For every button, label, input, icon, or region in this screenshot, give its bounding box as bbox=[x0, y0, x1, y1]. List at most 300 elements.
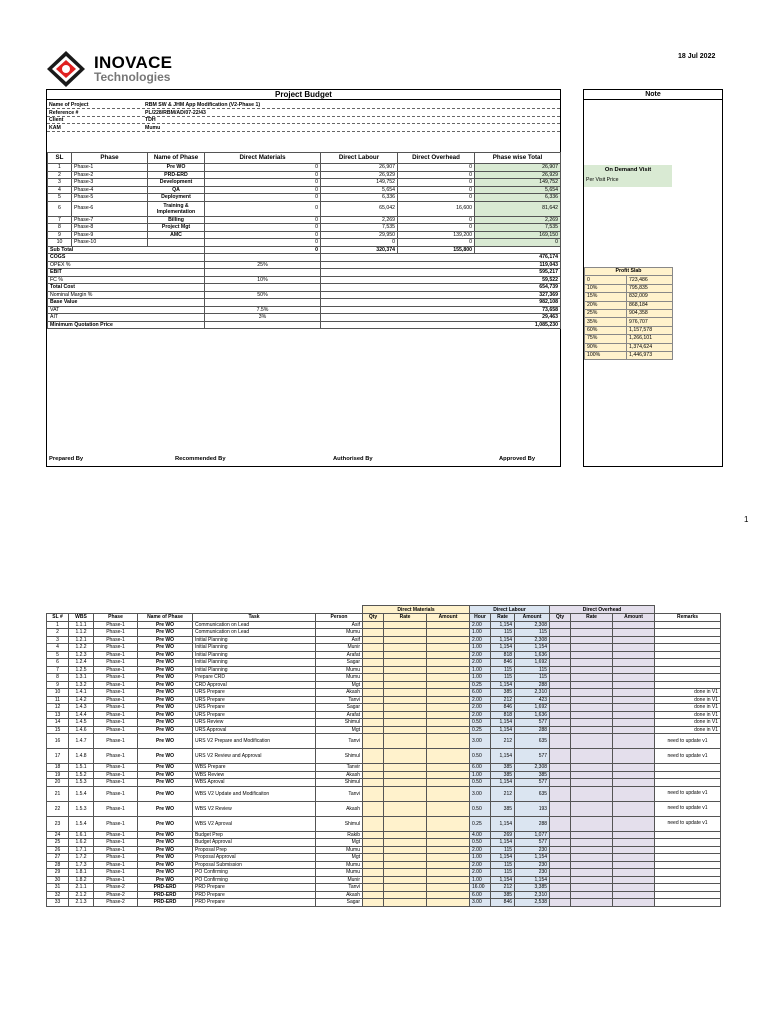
overhead-rate bbox=[571, 869, 613, 877]
materials-qty bbox=[363, 779, 384, 787]
phase-label: Phase-10 bbox=[72, 239, 148, 247]
materials-rate bbox=[384, 786, 427, 801]
overhead-rate bbox=[571, 719, 613, 727]
materials-qty bbox=[363, 659, 384, 667]
overhead-rate bbox=[571, 891, 613, 899]
overhead-rate bbox=[571, 704, 613, 712]
materials-rate bbox=[384, 801, 427, 816]
wbs-header-cell: Rate bbox=[384, 614, 427, 622]
direct-overhead-value: 0 bbox=[398, 216, 475, 224]
wbs-person: Mumu bbox=[316, 861, 363, 869]
wbs-person: Rakib bbox=[316, 831, 363, 839]
wbs-person: Asif bbox=[316, 621, 363, 629]
labour-hour: 2.00 bbox=[470, 651, 491, 659]
wbs-phase-name: Pre WO bbox=[138, 839, 193, 847]
wbs-task: PRD Prepare bbox=[193, 899, 316, 907]
page-number: 1 bbox=[744, 515, 749, 524]
labour-amount: 423 bbox=[515, 696, 550, 704]
overhead-rate bbox=[571, 644, 613, 652]
overhead-rate bbox=[571, 816, 613, 831]
wbs-phase-name: Pre WO bbox=[138, 749, 193, 764]
overhead-amount bbox=[613, 636, 655, 644]
wbs-row bbox=[47, 779, 721, 787]
info-value: PL/228/RBM/AD/07-22/43 bbox=[145, 109, 206, 116]
overhead-rate bbox=[571, 659, 613, 667]
wbs-sl: 4 bbox=[47, 644, 69, 652]
wbs-phase: Phase-1 bbox=[94, 711, 138, 719]
profit-slab-percent: 90% bbox=[585, 343, 627, 351]
wbs-task: PRD Prepare bbox=[193, 884, 316, 892]
wbs-remarks bbox=[655, 644, 721, 652]
wbs-sl: 33 bbox=[47, 899, 69, 907]
summary-row bbox=[48, 269, 561, 277]
wbs-code: 1.4.7 bbox=[69, 734, 94, 749]
summary-row bbox=[48, 321, 561, 329]
labour-rate: 1,154 bbox=[491, 876, 515, 884]
materials-amount bbox=[427, 666, 470, 674]
wbs-phase-name: Pre WO bbox=[138, 876, 193, 884]
wbs-task: URS Prepare bbox=[193, 696, 316, 704]
materials-amount bbox=[427, 854, 470, 862]
wbs-sl: 26 bbox=[47, 846, 69, 854]
wbs-phase-name: PRD-ERD bbox=[138, 884, 193, 892]
budget-header-cell: Phase bbox=[72, 153, 148, 164]
labour-rate: 212 bbox=[491, 696, 515, 704]
wbs-phase-name: Pre WO bbox=[138, 674, 193, 682]
direct-materials-value: 0 bbox=[205, 224, 321, 232]
profit-slab-value: 1,374,624 bbox=[627, 343, 673, 351]
profit-slab-value: 1,266,101 bbox=[627, 335, 673, 343]
materials-amount bbox=[427, 869, 470, 877]
overhead-qty bbox=[550, 846, 571, 854]
direct-labour-value: 65,042 bbox=[321, 201, 398, 216]
direct-overhead-value: 0 bbox=[398, 179, 475, 187]
phase-sl: 1 bbox=[48, 164, 72, 172]
wbs-code: 1.4.2 bbox=[69, 696, 94, 704]
wbs-code: 1.2.3 bbox=[69, 651, 94, 659]
wbs-code: 1.3.2 bbox=[69, 681, 94, 689]
wbs-row bbox=[47, 621, 721, 629]
note-title: Note bbox=[584, 90, 722, 100]
summary-row bbox=[48, 276, 561, 284]
wbs-phase-name: Pre WO bbox=[138, 666, 193, 674]
overhead-rate bbox=[571, 629, 613, 637]
materials-qty bbox=[363, 719, 384, 727]
info-row bbox=[47, 110, 560, 117]
summary-percent bbox=[205, 269, 321, 277]
materials-rate bbox=[384, 726, 427, 734]
wbs-person: Mumu bbox=[316, 869, 363, 877]
profit-slab-value: 1,446,973 bbox=[627, 351, 673, 359]
budget-phase-row bbox=[48, 224, 561, 232]
materials-rate bbox=[384, 629, 427, 637]
wbs-task: PO Confirming bbox=[193, 876, 316, 884]
overhead-amount bbox=[613, 651, 655, 659]
wbs-row bbox=[47, 891, 721, 899]
inovace-logo bbox=[46, 50, 86, 88]
labour-rate: 1,154 bbox=[491, 681, 515, 689]
materials-amount bbox=[427, 636, 470, 644]
phase-name: PRD-ERD bbox=[148, 171, 205, 179]
overhead-amount bbox=[613, 726, 655, 734]
materials-amount bbox=[427, 801, 470, 816]
wbs-task: WBS V2 Review bbox=[193, 801, 316, 816]
overhead-rate bbox=[571, 831, 613, 839]
wbs-phase: Phase-2 bbox=[94, 884, 138, 892]
labour-hour: 0.25 bbox=[470, 726, 491, 734]
direct-overhead-value: 0 bbox=[398, 171, 475, 179]
labour-hour: 3.00 bbox=[470, 899, 491, 907]
wbs-header-cell: WBS bbox=[69, 614, 94, 622]
labour-amount: 193 bbox=[515, 801, 550, 816]
overhead-amount bbox=[613, 644, 655, 652]
labour-rate: 846 bbox=[491, 659, 515, 667]
budget-phase-row bbox=[48, 179, 561, 187]
wbs-remarks bbox=[655, 771, 721, 779]
direct-materials-value: 0 bbox=[205, 171, 321, 179]
wbs-phase-name: Pre WO bbox=[138, 696, 193, 704]
materials-rate bbox=[384, 666, 427, 674]
wbs-row bbox=[47, 629, 721, 637]
materials-qty bbox=[363, 726, 384, 734]
wbs-remarks bbox=[655, 621, 721, 629]
direct-overhead-value: 0 bbox=[398, 164, 475, 172]
wbs-code: 1.8.1 bbox=[69, 869, 94, 877]
wbs-phase: Phase-1 bbox=[94, 816, 138, 831]
overhead-qty bbox=[550, 651, 571, 659]
wbs-phase: Phase-1 bbox=[94, 689, 138, 697]
direct-materials-value: 0 bbox=[205, 186, 321, 194]
wbs-code: 1.3.1 bbox=[69, 674, 94, 682]
labour-hour: 1.00 bbox=[470, 771, 491, 779]
wbs-row bbox=[47, 839, 721, 847]
labour-amount: 577 bbox=[515, 839, 550, 847]
wbs-remarks: done in V1 bbox=[655, 689, 721, 697]
summary-row bbox=[48, 261, 561, 269]
overhead-qty bbox=[550, 726, 571, 734]
wbs-phase-name: Pre WO bbox=[138, 719, 193, 727]
summary-value: 29,463 bbox=[321, 314, 561, 322]
profit-slab-row bbox=[585, 326, 673, 334]
labour-rate: 1,154 bbox=[491, 636, 515, 644]
wbs-header-cell: Name of Phase bbox=[138, 614, 193, 622]
budget-header-cell: Direct Overhead bbox=[398, 153, 475, 164]
labour-rate: 212 bbox=[491, 786, 515, 801]
phase-name: Project Mgt bbox=[148, 224, 205, 232]
materials-rate bbox=[384, 816, 427, 831]
labour-rate: 212 bbox=[491, 734, 515, 749]
wbs-remarks: done in V1 bbox=[655, 696, 721, 704]
summary-row bbox=[48, 291, 561, 299]
wbs-remarks: need to update v1 bbox=[655, 749, 721, 764]
wbs-group-overhead: Direct Overhead bbox=[550, 606, 655, 614]
labour-hour: 3.00 bbox=[470, 786, 491, 801]
materials-rate bbox=[384, 861, 427, 869]
labour-amount: 2,310 bbox=[515, 891, 550, 899]
wbs-task: Proposal Approval bbox=[193, 854, 316, 862]
labour-hour: 0.50 bbox=[470, 839, 491, 847]
direct-overhead-value: 0 bbox=[398, 224, 475, 232]
labour-hour: 6.00 bbox=[470, 891, 491, 899]
wbs-row bbox=[47, 846, 721, 854]
materials-qty bbox=[363, 839, 384, 847]
profit-slab-percent: 60% bbox=[585, 326, 627, 334]
labour-rate: 385 bbox=[491, 801, 515, 816]
labour-hour: 1.00 bbox=[470, 876, 491, 884]
wbs-sl: 13 bbox=[47, 711, 69, 719]
labour-amount: 115 bbox=[515, 674, 550, 682]
summary-label: OPEX % bbox=[48, 261, 205, 269]
wbs-phase: Phase-1 bbox=[94, 839, 138, 847]
wbs-phase: Phase-1 bbox=[94, 666, 138, 674]
labour-hour: 2.00 bbox=[470, 704, 491, 712]
wbs-header-cell: Amount bbox=[427, 614, 470, 622]
direct-labour-value: 0 bbox=[321, 239, 398, 247]
wbs-row bbox=[47, 764, 721, 772]
materials-amount bbox=[427, 644, 470, 652]
wbs-row bbox=[47, 636, 721, 644]
summary-row bbox=[48, 284, 561, 292]
wbs-table bbox=[46, 605, 721, 907]
wbs-remarks bbox=[655, 629, 721, 637]
wbs-phase-name: PRD-ERD bbox=[138, 899, 193, 907]
overhead-amount bbox=[613, 749, 655, 764]
phase-name: Training & Implementation bbox=[148, 201, 205, 216]
phase-total-value: 0 bbox=[475, 239, 561, 247]
materials-qty bbox=[363, 674, 384, 682]
labour-hour: 2.00 bbox=[470, 846, 491, 854]
summary-label: AIT bbox=[48, 314, 205, 322]
direct-overhead-value: 0 bbox=[398, 194, 475, 202]
wbs-row bbox=[47, 651, 721, 659]
summary-label: Nominal Margin % bbox=[48, 291, 205, 299]
materials-rate bbox=[384, 891, 427, 899]
wbs-code: 1.5.3 bbox=[69, 779, 94, 787]
wbs-phase: Phase-2 bbox=[94, 891, 138, 899]
labour-hour: 2.00 bbox=[470, 636, 491, 644]
wbs-remarks bbox=[655, 891, 721, 899]
project-budget-panel bbox=[46, 89, 561, 467]
wbs-task: URS V2 Review and Approval bbox=[193, 749, 316, 764]
wbs-phase-name: Pre WO bbox=[138, 869, 193, 877]
labour-rate: 1,154 bbox=[491, 644, 515, 652]
summary-percent: 25% bbox=[205, 261, 321, 269]
wbs-task: Initial Planning bbox=[193, 659, 316, 667]
wbs-sl: 14 bbox=[47, 719, 69, 727]
overhead-qty bbox=[550, 899, 571, 907]
overhead-amount bbox=[613, 876, 655, 884]
wbs-remarks bbox=[655, 854, 721, 862]
phase-total-value: 81,642 bbox=[475, 201, 561, 216]
materials-rate bbox=[384, 659, 427, 667]
wbs-person: Mgt bbox=[316, 854, 363, 862]
wbs-header-cell: Qty bbox=[363, 614, 384, 622]
wbs-phase-name: Pre WO bbox=[138, 651, 193, 659]
profit-slab-percent: 100% bbox=[585, 351, 627, 359]
wbs-phase: Phase-1 bbox=[94, 674, 138, 682]
summary-value: 119,043 bbox=[321, 261, 561, 269]
info-value: RBM SW & JHM App Modification (V2-Phase 1) bbox=[145, 102, 261, 108]
overhead-amount bbox=[613, 734, 655, 749]
wbs-person: Mumu bbox=[316, 629, 363, 637]
overhead-amount bbox=[613, 891, 655, 899]
labour-hour: 3.00 bbox=[470, 734, 491, 749]
wbs-phase: Phase-1 bbox=[94, 659, 138, 667]
labour-rate: 385 bbox=[491, 689, 515, 697]
wbs-task: URS Prepare bbox=[193, 704, 316, 712]
overhead-rate bbox=[571, 689, 613, 697]
direct-materials-value: 0 bbox=[205, 164, 321, 172]
direct-materials-value: 0 bbox=[205, 201, 321, 216]
summary-percent: 50% bbox=[205, 291, 321, 299]
wbs-row bbox=[47, 689, 721, 697]
materials-amount bbox=[427, 884, 470, 892]
wbs-phase: Phase-1 bbox=[94, 846, 138, 854]
budget-phase-row bbox=[48, 186, 561, 194]
wbs-row bbox=[47, 734, 721, 749]
materials-rate bbox=[384, 869, 427, 877]
note-panel bbox=[583, 89, 723, 467]
labour-rate: 212 bbox=[491, 884, 515, 892]
wbs-phase: Phase-1 bbox=[94, 869, 138, 877]
overhead-amount bbox=[613, 816, 655, 831]
labour-rate: 385 bbox=[491, 771, 515, 779]
phase-label: Phase-7 bbox=[72, 216, 148, 224]
wbs-sl: 12 bbox=[47, 704, 69, 712]
phase-label: Phase-8 bbox=[72, 224, 148, 232]
wbs-code: 2.1.1 bbox=[69, 884, 94, 892]
overhead-amount bbox=[613, 711, 655, 719]
info-key: Reference # bbox=[49, 109, 79, 116]
report-date: 18 Jul 2022 bbox=[678, 53, 716, 60]
wbs-remarks bbox=[655, 666, 721, 674]
subtotal-blank bbox=[475, 246, 561, 254]
summary-value: 73,658 bbox=[321, 306, 561, 314]
wbs-code: 2.1.3 bbox=[69, 899, 94, 907]
info-value: TDH bbox=[145, 117, 156, 124]
wbs-code: 1.4.3 bbox=[69, 704, 94, 712]
labour-rate: 1,154 bbox=[491, 719, 515, 727]
wbs-sl: 9 bbox=[47, 681, 69, 689]
labour-rate: 115 bbox=[491, 674, 515, 682]
wbs-person: Tanvi bbox=[316, 786, 363, 801]
overhead-rate bbox=[571, 636, 613, 644]
overhead-rate bbox=[571, 711, 613, 719]
direct-labour-value: 5,654 bbox=[321, 186, 398, 194]
wbs-person: Mumu bbox=[316, 666, 363, 674]
signature-recommended-by: Recommended By bbox=[175, 456, 226, 462]
wbs-phase: Phase-1 bbox=[94, 801, 138, 816]
wbs-task: WBS V2 Aproval bbox=[193, 816, 316, 831]
phase-total-value: 5,654 bbox=[475, 186, 561, 194]
phase-label: Phase-5 bbox=[72, 194, 148, 202]
wbs-person: Akash bbox=[316, 771, 363, 779]
wbs-header-cell: Remarks bbox=[655, 614, 721, 622]
materials-qty bbox=[363, 786, 384, 801]
materials-amount bbox=[427, 696, 470, 704]
materials-rate bbox=[384, 884, 427, 892]
wbs-sl: 11 bbox=[47, 696, 69, 704]
labour-hour: 6.00 bbox=[470, 689, 491, 697]
budget-header-cell: Direct Labour bbox=[321, 153, 398, 164]
wbs-code: 1.2.5 bbox=[69, 666, 94, 674]
materials-rate bbox=[384, 749, 427, 764]
wbs-phase-name: Pre WO bbox=[138, 854, 193, 862]
overhead-qty bbox=[550, 771, 571, 779]
wbs-code: 1.4.4 bbox=[69, 711, 94, 719]
labour-hour: 0.50 bbox=[470, 801, 491, 816]
labour-hour: 0.50 bbox=[470, 779, 491, 787]
direct-overhead-value: 0 bbox=[398, 186, 475, 194]
wbs-header-cell: Rate bbox=[491, 614, 515, 622]
materials-qty bbox=[363, 711, 384, 719]
wbs-row bbox=[47, 786, 721, 801]
wbs-remarks bbox=[655, 884, 721, 892]
labour-hour: 4.00 bbox=[470, 831, 491, 839]
labour-amount: 385 bbox=[515, 771, 550, 779]
wbs-person: Sagar bbox=[316, 704, 363, 712]
materials-qty bbox=[363, 861, 384, 869]
summary-value: 476,174 bbox=[321, 254, 561, 262]
labour-amount: 2,308 bbox=[515, 636, 550, 644]
overhead-amount bbox=[613, 659, 655, 667]
overhead-rate bbox=[571, 861, 613, 869]
wbs-phase: Phase-1 bbox=[94, 831, 138, 839]
labour-amount: 2,310 bbox=[515, 689, 550, 697]
labour-amount: 2,308 bbox=[515, 621, 550, 629]
phase-sl: 6 bbox=[48, 201, 72, 216]
overhead-qty bbox=[550, 674, 571, 682]
overhead-qty bbox=[550, 644, 571, 652]
overhead-rate bbox=[571, 764, 613, 772]
phase-label: Phase-1 bbox=[72, 164, 148, 172]
materials-rate bbox=[384, 831, 427, 839]
direct-materials-value: 0 bbox=[205, 239, 321, 247]
wbs-remarks bbox=[655, 876, 721, 884]
materials-rate bbox=[384, 899, 427, 907]
per-visit-price-label: Per Visit Price bbox=[586, 177, 619, 183]
wbs-code: 1.1.2 bbox=[69, 629, 94, 637]
materials-rate bbox=[384, 839, 427, 847]
wbs-remarks: need to update v1 bbox=[655, 801, 721, 816]
signature-authorised-by: Authorised By bbox=[333, 456, 373, 462]
wbs-row bbox=[47, 696, 721, 704]
wbs-sl: 24 bbox=[47, 831, 69, 839]
wbs-person: Tanvi bbox=[316, 884, 363, 892]
wbs-sl: 27 bbox=[47, 854, 69, 862]
overhead-qty bbox=[550, 666, 571, 674]
wbs-task: Initial Planning bbox=[193, 636, 316, 644]
materials-amount bbox=[427, 786, 470, 801]
labour-amount: 1,636 bbox=[515, 711, 550, 719]
wbs-group-blank-right bbox=[655, 606, 721, 614]
wbs-phase-name: Pre WO bbox=[138, 846, 193, 854]
wbs-phase: Phase-1 bbox=[94, 779, 138, 787]
overhead-rate bbox=[571, 726, 613, 734]
wbs-phase: Phase-1 bbox=[94, 719, 138, 727]
profit-slab-row bbox=[585, 343, 673, 351]
overhead-rate bbox=[571, 779, 613, 787]
phase-name: AMC bbox=[148, 231, 205, 239]
wbs-row bbox=[47, 884, 721, 892]
phase-sl: 8 bbox=[48, 224, 72, 232]
labour-amount: 1,154 bbox=[515, 644, 550, 652]
wbs-task: Budget Approval bbox=[193, 839, 316, 847]
overhead-amount bbox=[613, 801, 655, 816]
materials-qty bbox=[363, 869, 384, 877]
wbs-header-cell: Amount bbox=[613, 614, 655, 622]
materials-amount bbox=[427, 726, 470, 734]
